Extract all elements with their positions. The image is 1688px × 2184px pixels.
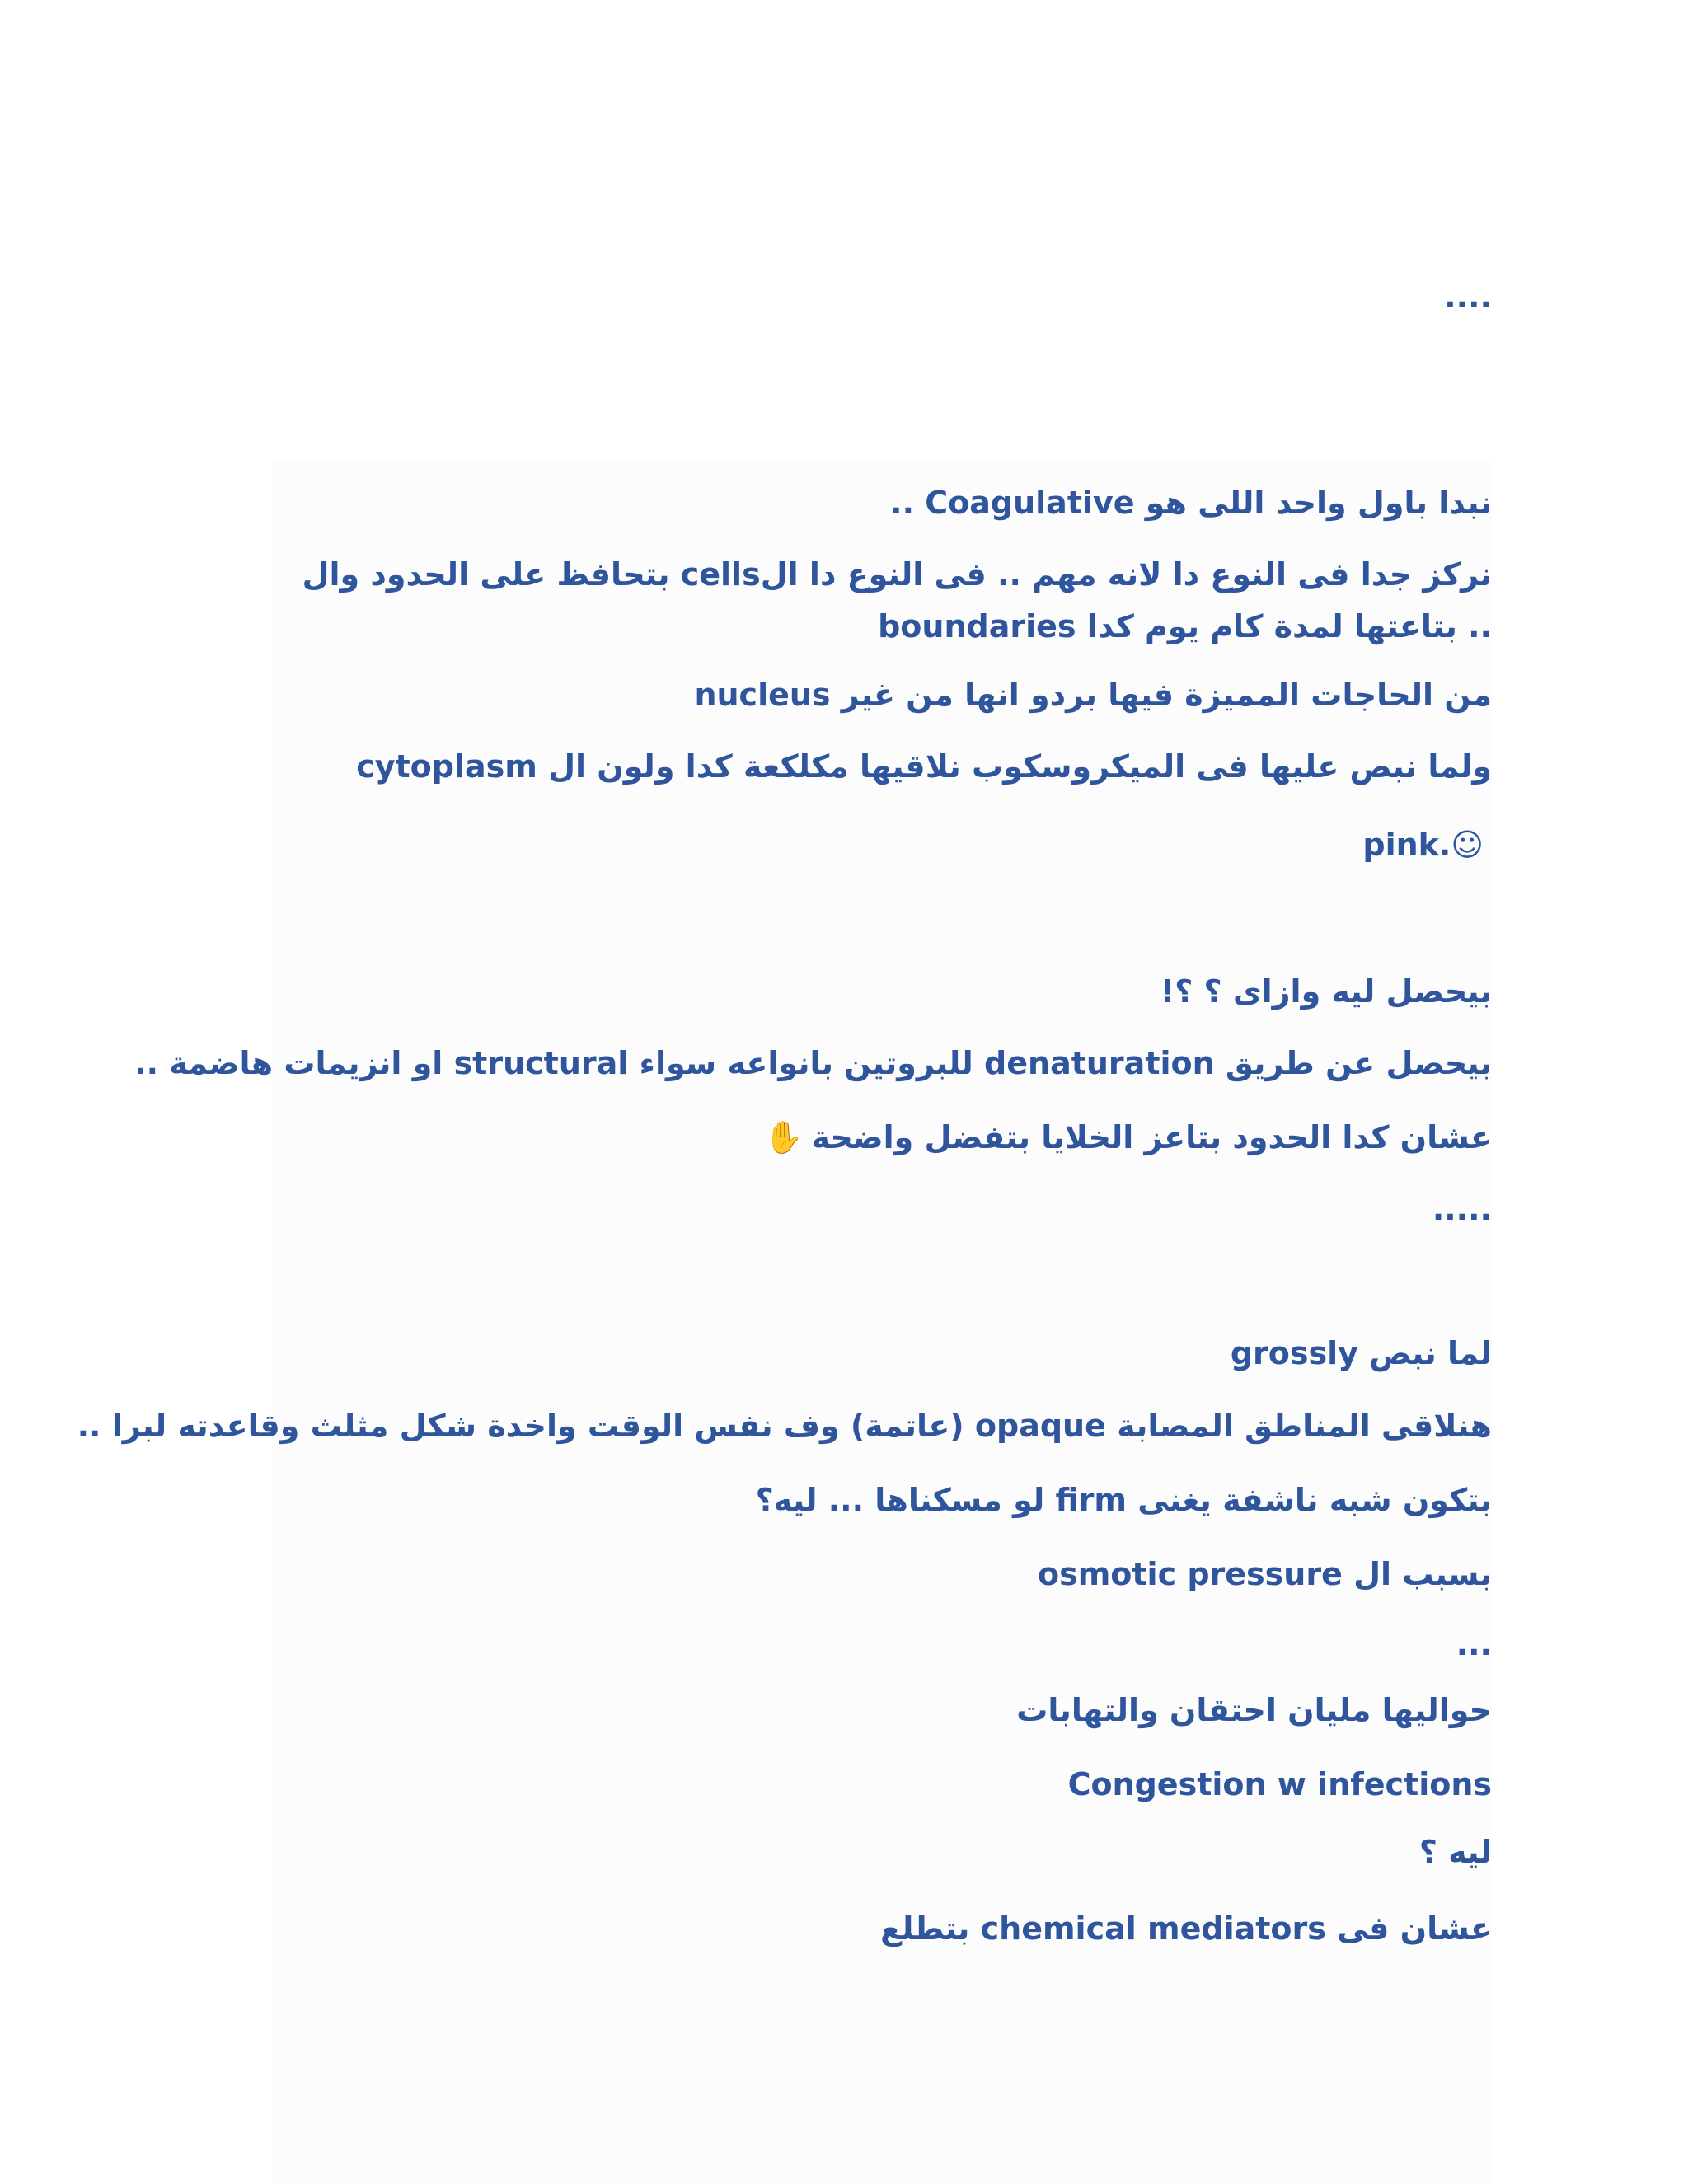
- text-line-7: [1362, 824, 1492, 865]
- text-line-4: boundaries بتاعتها لمدة كام يوم كدا ..: [878, 608, 1492, 644]
- text-line-19: ليه ؟: [1418, 1834, 1492, 1870]
- text-line-16: ...: [1456, 1626, 1492, 1662]
- text-line-14: بتكون شبه ناشفة يغنى firm لو مسكناها ... ليه؟: [755, 1482, 1492, 1518]
- text-line-3: نركز جدا فى النوع دا لانه مهم .. فى النوع دا الcells بتحافظ على الحدود وال: [302, 556, 1492, 593]
- text-line-5: من الحاجات المميزة فيها بردو انها من غير nucleus: [694, 677, 1492, 713]
- text-line-8: بيحصل ليه وازاى ؟ ؟!: [1160, 973, 1492, 1010]
- text-line-11: .....: [1432, 1191, 1492, 1227]
- text-line-10: [764, 1117, 1492, 1158]
- smiley-icon: ☺: [1451, 827, 1484, 863]
- text-line-18: Congestion w infections: [1067, 1766, 1492, 1802]
- text-line-17: حواليها مليان احتقان والتهابات: [1016, 1692, 1492, 1728]
- hand-icon: ✋: [764, 1119, 804, 1155]
- text-line-9: بيحصل عن طريق denaturation للبروتين بانواعه سواء structural او انزيمات هاضمة ..: [134, 1045, 1492, 1081]
- text-line-6: ولما نبص عليها فى الميكروسكوب نلاقيها مكلكعة كدا ولون ال cytoplasm: [356, 748, 1492, 785]
- text-line-7-label: pink.: [1362, 827, 1451, 863]
- text-line-10-label: عشان كدا الحدود بتاعز الخلايا بتفضل واضحة: [811, 1119, 1492, 1155]
- text-line-12: لما نبص grossly: [1230, 1335, 1492, 1371]
- text-line-2: نبدا باول واحد اللى هو Coagulative ..: [890, 485, 1492, 521]
- text-line-13: هنلاقى المناطق المصابة opaque (عاتمة) وف نفس الوقت واخدة شكل مثلث وقاعدته لبرا ..: [77, 1408, 1492, 1444]
- text-line-20: عشان فى chemical mediators بتطلع: [880, 1910, 1492, 1947]
- text-line-1: ....: [1444, 279, 1492, 315]
- text-line-15: بسبب ال osmotic pressure: [1037, 1556, 1492, 1592]
